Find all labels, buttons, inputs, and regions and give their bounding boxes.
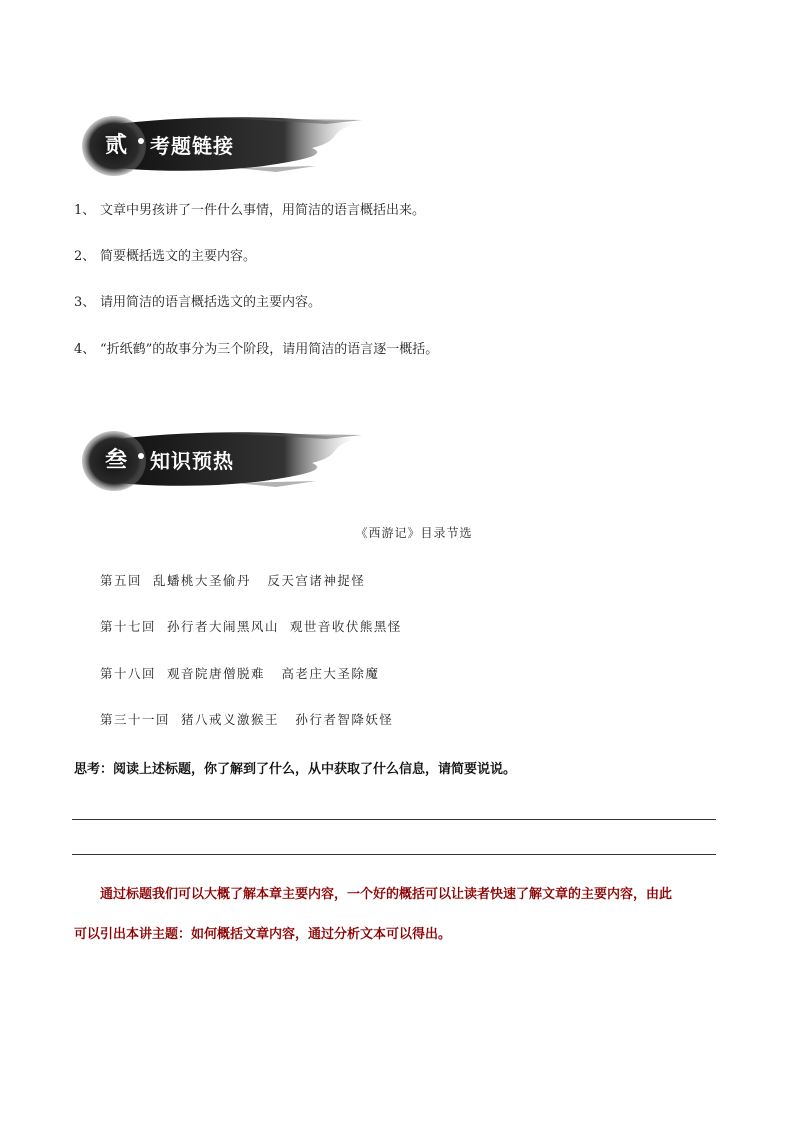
toc-item: 第十七回 孙行者大闹黑风山 观世音收伏熊黑怪 (100, 619, 402, 634)
answer-line[interactable] (72, 854, 716, 855)
question-text: “折纸鹤”的故事分为三个阶段，请用简洁的语言逐一概括。 (100, 342, 439, 357)
section-title: 知识预热 (150, 449, 234, 473)
section-title: 考题链接 (150, 134, 234, 158)
summary-note (74, 875, 724, 955)
bullet-dot-icon (138, 138, 144, 144)
question-number: 1、 (74, 203, 96, 218)
note-line: 可以引出本讲主题：如何概括文章内容，通过分析文本可以得出。 (74, 927, 452, 942)
bullet-dot-icon (138, 453, 144, 459)
question-item (74, 338, 438, 357)
question-item (74, 245, 256, 264)
section-banner-3 (76, 425, 366, 497)
question-text: 简要概括选文的主要内容。 (100, 249, 257, 264)
toc-item: 第十八回 观音院唐僧脱难 高老庄大圣除魔 (100, 666, 380, 681)
section-number: 叁 (104, 448, 127, 473)
question-item (74, 199, 425, 218)
toc-item: 第五回 乱蟠桃大圣偷丹 反天宫诸神捉怪 (100, 573, 366, 588)
toc-title: 《西游记》目录节选 (355, 526, 473, 540)
question-item (74, 291, 321, 310)
section-banner-2 (76, 110, 366, 182)
question-number: 3、 (74, 295, 96, 310)
question-text: 请用简洁的语言概括选文的主要内容。 (100, 295, 322, 310)
answer-line[interactable] (72, 819, 716, 820)
toc-item: 第三十一回 猪八戒义激猴王 孙行者智降妖怪 (100, 712, 394, 727)
think-prompt: 思考：阅读上述标题，你了解到了什么，从中获取了什么信息，请简要说说。 (74, 762, 517, 777)
note-line: 通过标题我们可以大概了解本章主要内容，一个好的概括可以让读者快速了解文章的主要内容，由此 (100, 887, 673, 902)
question-number: 2、 (74, 249, 96, 264)
section-number: 贰 (104, 133, 127, 158)
question-text: 文章中男孩讲了一件什么事情，用简洁的语言概括出来。 (100, 203, 426, 218)
question-number: 4、 (74, 342, 96, 357)
